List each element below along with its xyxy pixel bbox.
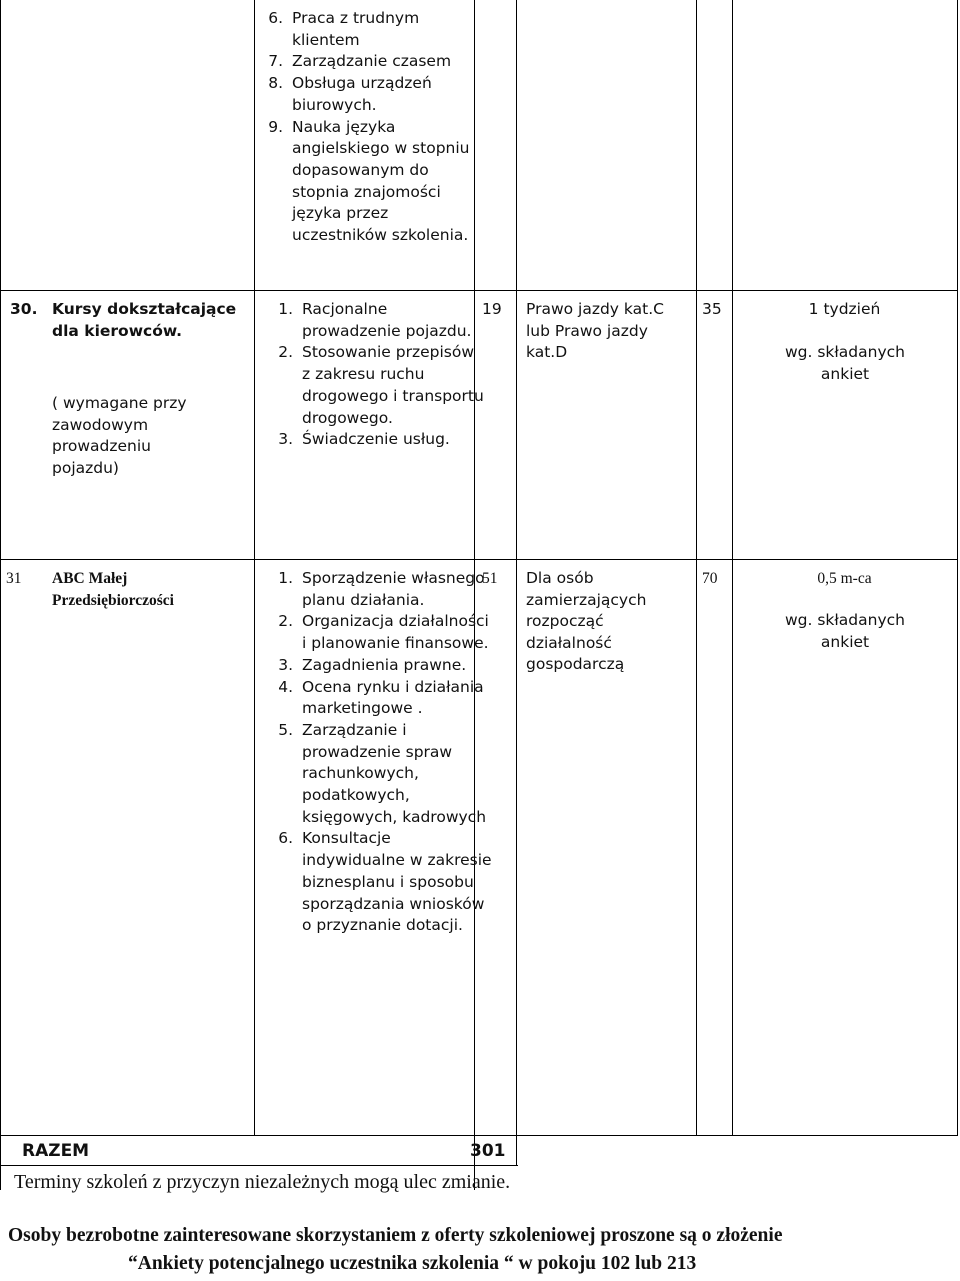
row-divider (0, 1135, 958, 1136)
column-divider (732, 0, 733, 1135)
course-subtitle: ( wymagane przy zawodowym prowadzeniu pojazdu) (52, 394, 187, 477)
row-number: 30. (10, 300, 38, 318)
course-requirements: Dla osób zamierzających rozpocząć działalność gospodarczą (526, 569, 647, 673)
info-line-2: “Ankiety potencjalnego uczestnika szkolenia “ w pokoju 102 lub 213 (128, 1253, 697, 1274)
column-divider (696, 0, 697, 1135)
row-divider (0, 1165, 518, 1166)
column-divider (516, 0, 517, 1135)
topic-item: 3. Zagadnienia prawne. (298, 655, 494, 677)
course-hours: 51 (482, 570, 498, 587)
course-title: ABC Małej Przedsiębiorczości (52, 570, 174, 609)
row-divider (0, 290, 958, 291)
course-topic-list (264, 299, 484, 451)
table-border-left (0, 0, 1, 1190)
course-price: 70 (702, 570, 718, 587)
row-number: 31 (6, 570, 22, 587)
topic-item: 7. Zarządzanie czasem (288, 51, 488, 73)
course-hours: 19 (482, 300, 502, 318)
course-note: wg. składanych ankiet (784, 343, 905, 383)
course-topic-list (264, 568, 494, 937)
topic-item: 2. Organizacja działalności i planowanie finansowe. (298, 611, 494, 654)
course-requirements: Prawo jazdy kat.C lub Prawo jazdy kat.D (526, 300, 664, 361)
topic-item: 4. Ocena rynku i działania marketingowe . (298, 677, 494, 720)
topic-item: 5. Zarządzanie i prowadzenie spraw rachunkowych, podatkowych, księgowych, kadrowych (298, 720, 494, 829)
topic-item: 3. Świadczenie usług. (298, 429, 484, 451)
topic-item: 8. Obsługa urządzeń biurowych. (288, 73, 488, 116)
topic-item: 9. Nauka języka angielskiego w stopniu dopasowanym do stopnia znajomości języka przez uczestników szkolenia. (288, 117, 488, 247)
column-divider (516, 1135, 517, 1165)
total-label: RAZEM (22, 1141, 90, 1161)
topic-item: 1. Racjonalne prowadzenie pojazdu. (298, 299, 484, 342)
row-divider (0, 559, 958, 560)
topic-item: 2. Stosowanie przepisów z zakresu ruchu drogowego i transportu drogowego. (298, 342, 484, 429)
course-duration: 0,5 m-ca (817, 570, 872, 587)
schedule-notice: Terminy szkoleń z przyczyn niezależnych mogą ulec zmianie. (14, 1171, 511, 1193)
table-border-right (957, 0, 958, 1135)
topic-item: 6. Praca z trudnym klientem (288, 8, 488, 51)
course-price: 35 (702, 300, 722, 318)
course-duration: 1 tydzień (808, 300, 881, 318)
topic-item: 1. Sporządzenie własnego planu działania. (298, 568, 494, 611)
course-note: wg. składanych ankiet (784, 611, 905, 651)
topic-item: 6. Konsultacje indywidualne w zakresie biznesplanu i sposobu sporządzania wniosków o przyznanie dotacji. (298, 828, 494, 937)
info-line-1: Osoby bezrobotne zainteresowane skorzystaniem z oferty szkoleniowej proszone są o złożenie (8, 1225, 783, 1246)
total-value: 301 (470, 1141, 506, 1161)
course-title: Kursy dokształcające dla kierowców. (52, 300, 237, 340)
prev-row-topic-list (254, 8, 488, 247)
